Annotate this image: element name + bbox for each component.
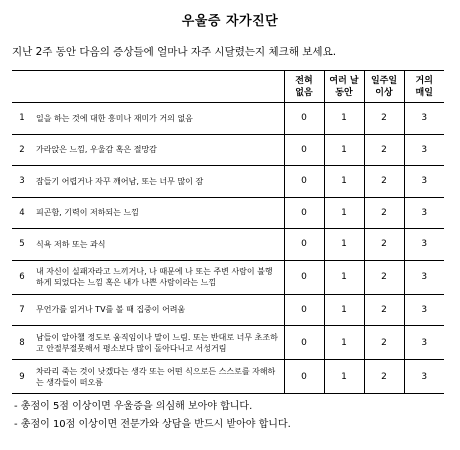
score-option-0[interactable]: 0	[284, 260, 324, 294]
page-title: 우울증 자가진단	[181, 14, 279, 29]
column-header-line: 없음	[295, 87, 313, 98]
item-number: 7	[12, 294, 32, 326]
score-option-2[interactable]: 2	[364, 103, 404, 135]
table-row	[12, 103, 444, 135]
header-blank	[12, 71, 284, 103]
score-option-3[interactable]: 3	[404, 360, 444, 394]
table-row	[12, 326, 444, 360]
score-option-3[interactable]: 3	[404, 326, 444, 360]
score-option-2[interactable]: 2	[364, 134, 404, 166]
column-header-line: 이상	[375, 87, 393, 98]
column-header-line: 매일	[415, 87, 433, 98]
item-number: 5	[12, 229, 32, 261]
item-question: 피곤함, 기력이 저하되는 느낌	[32, 197, 284, 229]
column-header-none	[284, 71, 324, 103]
column-header-line: 여러 날	[329, 75, 359, 86]
column-header-line: 거의	[415, 75, 433, 86]
score-option-2[interactable]: 2	[364, 229, 404, 261]
score-option-1[interactable]: 1	[324, 103, 364, 135]
score-option-1[interactable]: 1	[324, 197, 364, 229]
column-header-line: 동안	[335, 87, 353, 98]
column-header-line: 일주일	[370, 75, 398, 86]
item-number: 1	[12, 103, 32, 135]
survey-table	[12, 70, 444, 394]
score-option-3[interactable]: 3	[404, 103, 444, 135]
score-option-2[interactable]: 2	[364, 294, 404, 326]
score-option-1[interactable]: 1	[324, 134, 364, 166]
score-option-2[interactable]: 2	[364, 326, 404, 360]
score-option-3[interactable]: 3	[404, 166, 444, 198]
item-number: 3	[12, 166, 32, 198]
score-option-3[interactable]: 3	[404, 260, 444, 294]
score-option-1[interactable]: 1	[324, 360, 364, 394]
table-row	[12, 166, 444, 198]
score-option-1[interactable]: 1	[324, 260, 364, 294]
score-option-2[interactable]: 2	[364, 197, 404, 229]
column-header-several-days	[324, 71, 364, 103]
score-option-1[interactable]: 1	[324, 294, 364, 326]
score-option-0[interactable]: 0	[284, 197, 324, 229]
table-row	[12, 360, 444, 394]
item-number: 9	[12, 360, 32, 394]
score-option-1[interactable]: 1	[324, 229, 364, 261]
score-option-3[interactable]: 3	[404, 134, 444, 166]
table-row	[12, 134, 444, 166]
scoring-notes	[14, 398, 291, 434]
score-option-3[interactable]: 3	[404, 294, 444, 326]
item-question: 가라앉은 느낌, 우울감 혹은 절망감	[32, 134, 284, 166]
score-option-3[interactable]: 3	[404, 229, 444, 261]
item-question: 일을 하는 것에 대한 흥미나 재미가 거의 없음	[32, 103, 284, 135]
score-option-0[interactable]: 0	[284, 326, 324, 360]
table-row	[12, 294, 444, 326]
scoring-note: - 총점이 10점 이상이면 전문가와 상담을 반드시 받아야 합니다.	[14, 419, 291, 430]
score-option-0[interactable]: 0	[284, 134, 324, 166]
item-question: 남들이 알아챌 정도로 움직임이나 말이 느림. 또는 반대로 너무 초조하고 안절부절못해서 평소보다 많이 돌아다니고 서성거림	[32, 326, 284, 360]
score-option-0[interactable]: 0	[284, 360, 324, 394]
score-option-1[interactable]: 1	[324, 326, 364, 360]
item-question: 내 자신이 실패자라고 느끼거나, 나 때문에 나 또는 주변 사람이 불행하게 되었다는 느낌 혹은 내가 나쁜 사람이라는 느낌	[32, 260, 284, 294]
item-question: 잠들기 어렵거나 자꾸 깨어남, 또는 너무 많이 잠	[32, 166, 284, 198]
score-option-2[interactable]: 2	[364, 260, 404, 294]
column-header-line: 전혀	[295, 75, 313, 86]
column-header-over-a-week	[364, 71, 404, 103]
item-question: 무언가를 읽거나 TV를 볼 때 집중이 어려움	[32, 294, 284, 326]
score-option-0[interactable]: 0	[284, 229, 324, 261]
score-option-0[interactable]: 0	[284, 166, 324, 198]
item-number: 6	[12, 260, 32, 294]
score-option-2[interactable]: 2	[364, 166, 404, 198]
item-question: 차라리 죽는 것이 낫겠다는 생각 또는 어떤 식으로든 스스로를 자해하는 생각들이 떠오름	[32, 360, 284, 394]
item-question: 식욕 저하 또는 과식	[32, 229, 284, 261]
table-row	[12, 229, 444, 261]
table-row	[12, 260, 444, 294]
score-option-2[interactable]: 2	[364, 360, 404, 394]
table-row	[12, 197, 444, 229]
column-header-nearly-every-day	[404, 71, 444, 103]
score-option-1[interactable]: 1	[324, 166, 364, 198]
item-number: 2	[12, 134, 32, 166]
item-number: 4	[12, 197, 32, 229]
instruction-text: 지난 2주 동안 다음의 증상들에 얼마나 자주 시달렸는지 체크해 보세요.	[12, 46, 337, 58]
score-option-3[interactable]: 3	[404, 197, 444, 229]
score-option-0[interactable]: 0	[284, 103, 324, 135]
item-number: 8	[12, 326, 32, 360]
scoring-note: - 총점이 5점 이상이면 우울증을 의심해 보아야 합니다.	[14, 401, 253, 412]
score-option-0[interactable]: 0	[284, 294, 324, 326]
table-header	[12, 71, 444, 103]
